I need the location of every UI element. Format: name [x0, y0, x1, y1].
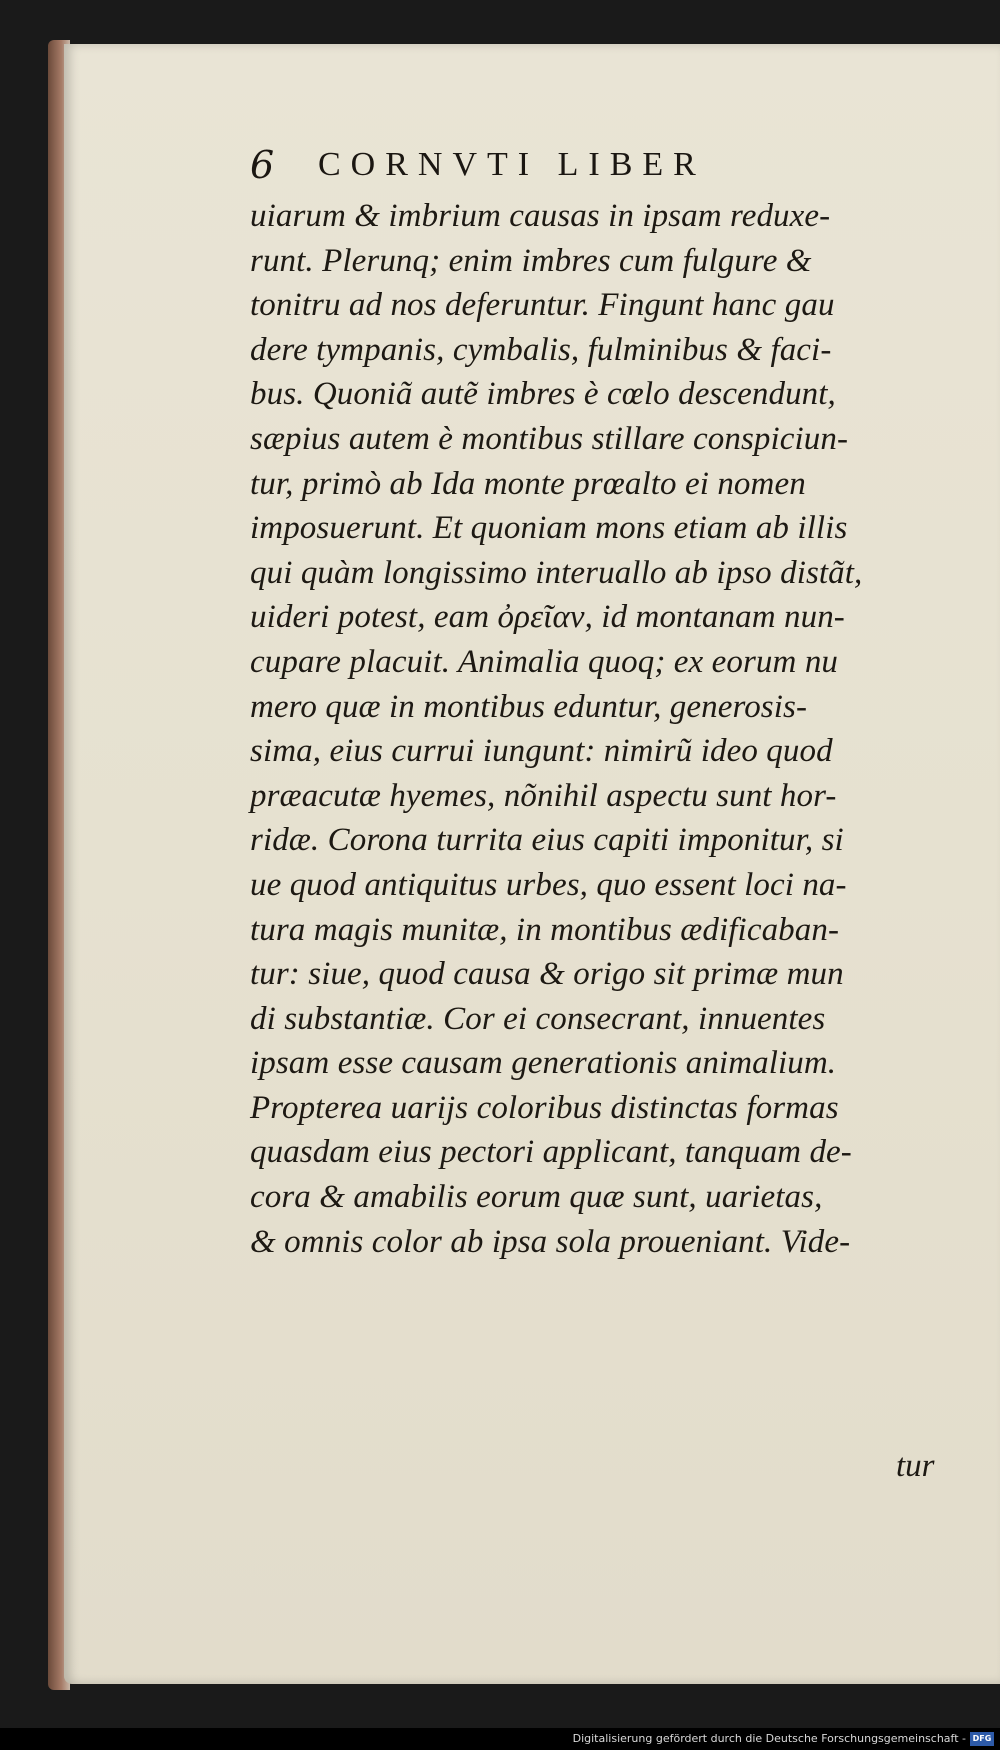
text-line: cupare placuit. Animalia quoq; ex eorum nu — [250, 643, 839, 680]
text-line: dere tympanis, cymbalis, fulminibus & faci- — [250, 331, 832, 368]
text-line: ipsam esse causam generationis animalium. — [250, 1045, 837, 1082]
page-number: 6 — [250, 143, 275, 187]
text-line: ue quod antiquitus urbes, quo essent loci na- — [250, 866, 847, 903]
catchword: tur — [896, 1448, 935, 1484]
text-line: & omnis color ab ipsa sola proueniant. Vide- — [250, 1223, 851, 1260]
text-line: tur, primò ab Ida monte prœalto ei nomen — [250, 465, 806, 502]
text-line: cora & amabilis eorum quæ sunt, uarietas, — [250, 1179, 823, 1216]
text-line: qui quàm longissimo interuallo ab ipso distãt, — [250, 554, 863, 591]
running-title: CORNVTI LIBER — [318, 146, 706, 183]
text-line: Propterea uarijs coloribus distinctas formas — [250, 1089, 839, 1126]
text-line: runt. Plerunq; enim imbres cum fulgure & — [250, 242, 812, 279]
text-line: tur: siue, quod causa & origo sit primæ mun — [250, 956, 844, 993]
text-line: uideri potest, eam ὀρεῖαν, id montanam nun- — [250, 599, 845, 636]
text-line: tura magis munitæ, in montibus ædificaban- — [250, 911, 840, 948]
text-line: tonitru ad nos deferuntur. Fingunt hanc gau — [250, 287, 835, 324]
text-line: bus. Quoniã autẽ imbres è cœlo descendunt, — [250, 376, 836, 413]
text-line: imposuerunt. Et quoniam mons etiam ab illis — [250, 510, 848, 547]
text-line: quasdam eius pectori applicant, tanquam de- — [250, 1134, 852, 1171]
body-text — [250, 194, 950, 1264]
text-line: di substantiæ. Cor ei consecrant, innuentes — [250, 1000, 826, 1037]
text-line: sima, eius currui iungunt: nimirũ ideo quod — [250, 733, 833, 770]
dfg-logo-icon: DFG — [970, 1732, 994, 1746]
text-line: uiarum & imbrium causas in ipsam reduxe- — [250, 198, 831, 234]
text-line: præacutæ hyemes, nõnihil aspectu sunt hor- — [250, 777, 837, 814]
text-line: ridæ. Corona turrita eius capiti imponitur, si — [250, 822, 844, 859]
text-line: mero quæ in montibus eduntur, generosis- — [250, 688, 808, 725]
text-line: sæpius autem è montibus stillare conspiciun- — [250, 420, 849, 457]
running-head — [250, 142, 950, 188]
digitization-credit: Digitalisierung gefördert durch die Deutsche Forschungsgemeinschaft - — [572, 1732, 966, 1745]
